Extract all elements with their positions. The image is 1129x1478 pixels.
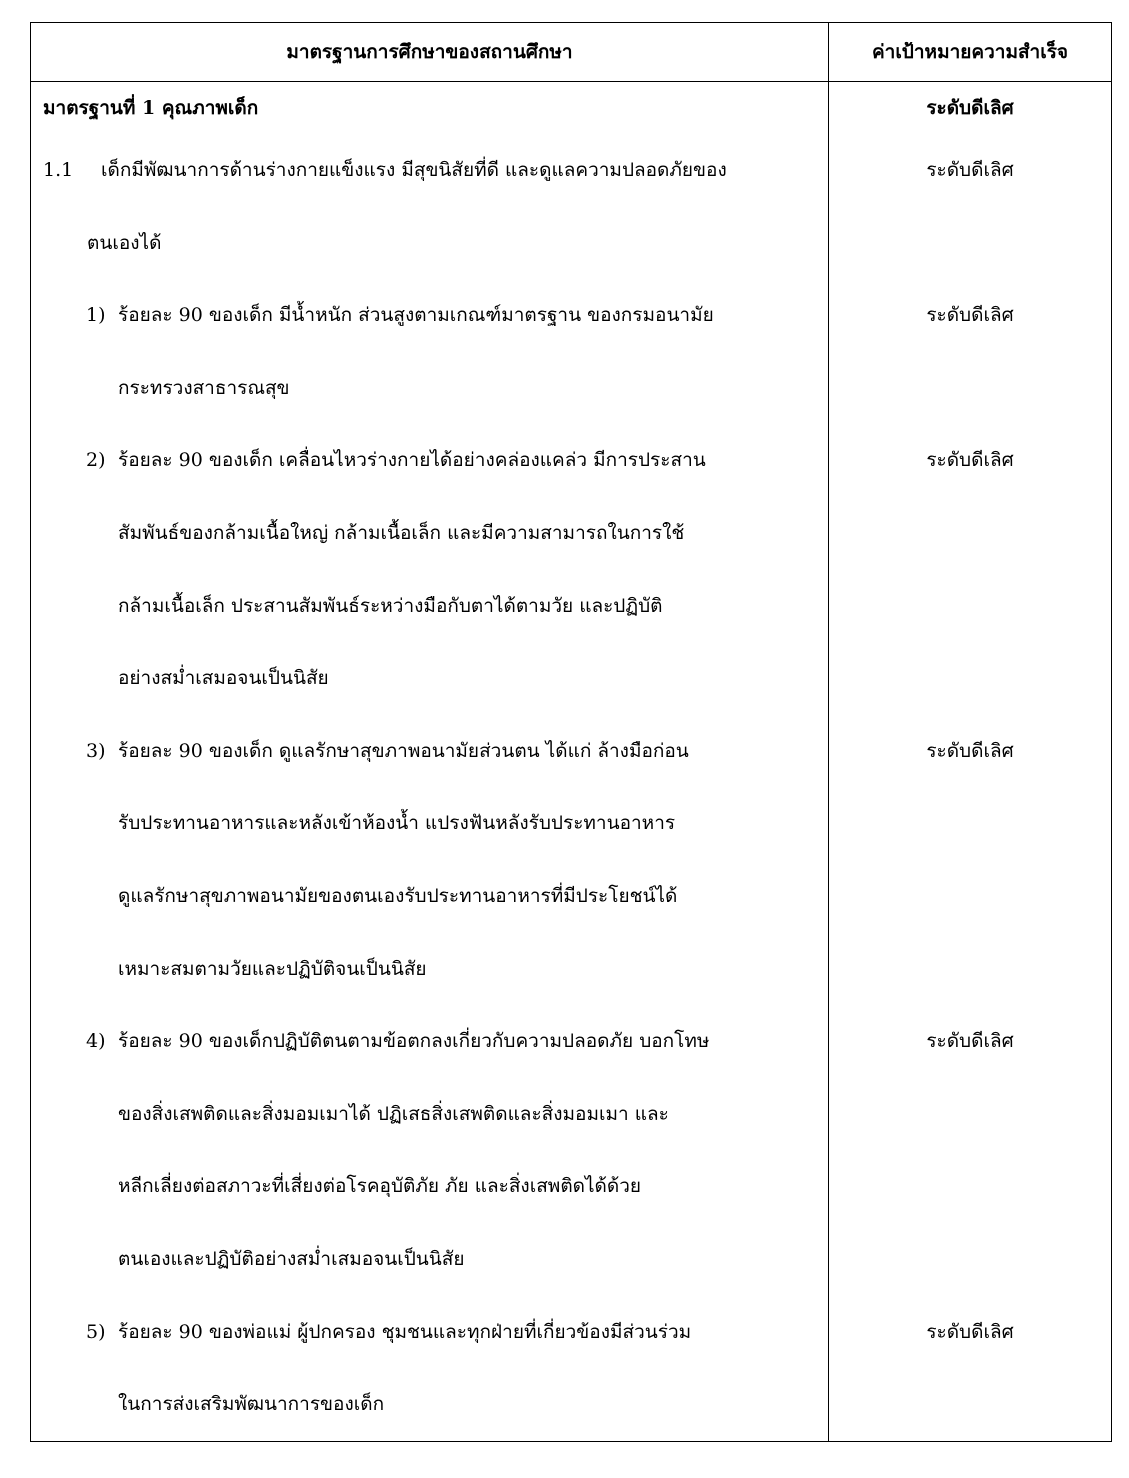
indicator-1-1-text: ตนเองได้ [87,231,162,254]
indicator-1-1-number: 1.1 [43,159,74,181]
item-2-line [31,424,828,497]
item-4-text: ร้อยละ 90 ของเด็กปฏิบัติตนตามข้อตกลงเกี่ยวกับความปลอดภัย บอกโทษ [118,1030,710,1053]
standard-1-title: มาตรฐานที่ 1 คุณภาพเด็ก [43,97,259,119]
indicator-1-1-row [31,134,1112,279]
indicator-1-1-line [31,134,828,207]
standard-1-target: ระดับดีเลิศ [926,97,1014,119]
item-4-text: ตนเองและปฏิบัติอย่างสม่ำเสมอจนเป็นนิสัย [118,1247,465,1270]
item-2-target: ระดับดีเลิศ [926,449,1014,472]
item-5-text: ในการส่งเสริมพัฒนาการของเด็ก [118,1393,385,1416]
item-1-text: ร้อยละ 90 ของเด็ก มีน้ำหนัก ส่วนสูงตามเกณฑ์มาตรฐาน ของกรมอนามัย [118,304,714,327]
item-4-number: 4) [86,1030,106,1053]
item-2-text: กล้ามเนื้อเล็ก ประสานสัมพันธ์ระหว่างมือกับตาได้ตามวัย และปฏิบัติ [118,594,663,617]
standard-1-row [31,82,1112,135]
item-4-target: ระดับดีเลิศ [926,1030,1014,1053]
item-1-text: กระทรวงสาธารณสุข [118,376,290,399]
item-4-row [31,1005,1112,1295]
item-5-line [31,1296,828,1369]
item-4-text: หลีกเลี่ยงต่อสภาวะที่เสี่ยงต่อโรคอุบัติภัย ภัย และสิ่งเสพติดได้ด้วย [118,1175,642,1198]
item-5-target: ระดับดีเลิศ [926,1320,1014,1343]
item-1-line [31,279,828,352]
indicator-1-1-target: ระดับดีเลิศ [926,159,1014,181]
standards-table [30,22,1112,1442]
item-4-line [31,1005,828,1078]
item-2-text: อย่างสม่ำเสมอจนเป็นนิสัย [118,667,329,690]
header-target: ค่าเป้าหมายความสำเร็จ [829,23,1112,82]
item-3-text: เหมาะสมตามวัยและปฏิบัติจนเป็นนิสัย [118,957,427,980]
item-1-target: ระดับดีเลิศ [926,304,1014,327]
item-3-text: ร้อยละ 90 ของเด็ก ดูแลรักษาสุขภาพอนามัยส่วนตน ได้แก่ ล้างมือก่อน [118,739,689,762]
header-standards: มาตรฐานการศึกษาของสถานศึกษา [31,23,829,82]
item-1-number: 1) [86,304,106,327]
item-2-row [31,424,1112,714]
item-3-text: ดูแลรักษาสุขภาพอนามัยของตนเองรับประทานอาหารที่มีประโยชน์ได้ [118,884,678,907]
item-3-text: รับประทานอาหารและหลังเข้าห้องน้ำ แปรงฟันหลังรับประทานอาหาร [118,812,676,835]
item-3-row [31,715,1112,1005]
table-header-row [31,23,1112,82]
item-1-row [31,279,1112,424]
item-3-number: 3) [86,739,106,762]
item-3-line [31,715,828,788]
item-2-text: ร้อยละ 90 ของเด็ก เคลื่อนไหวร่างกายได้อย่างคล่องแคล่ว มีการประสาน [118,449,706,472]
item-5-number: 5) [86,1320,106,1343]
item-2-number: 2) [86,449,106,472]
item-4-text: ของสิ่งเสพติดและสิ่งมอมเมาได้ ปฏิเสธสิ่งเสพติดและสิ่งมอมเมา และ [118,1102,669,1125]
indicator-1-1-text: เด็กมีพัฒนาการด้านร่างกายแข็งแรง มีสุขนิสัยที่ดี และดูแลความปลอดภัยของ [101,159,727,181]
item-3-target: ระดับดีเลิศ [926,739,1014,762]
item-2-text: สัมพันธ์ของกล้ามเนื้อใหญ่ กล้ามเนื้อเล็ก และมีความสามารถในการใช้ [118,521,685,544]
item-5-row [31,1296,1112,1442]
item-5-text: ร้อยละ 90 ของพ่อแม่ ผู้ปกครอง ชุมชนและทุกฝ่ายที่เกี่ยวข้องมีส่วนร่วม [118,1320,692,1343]
